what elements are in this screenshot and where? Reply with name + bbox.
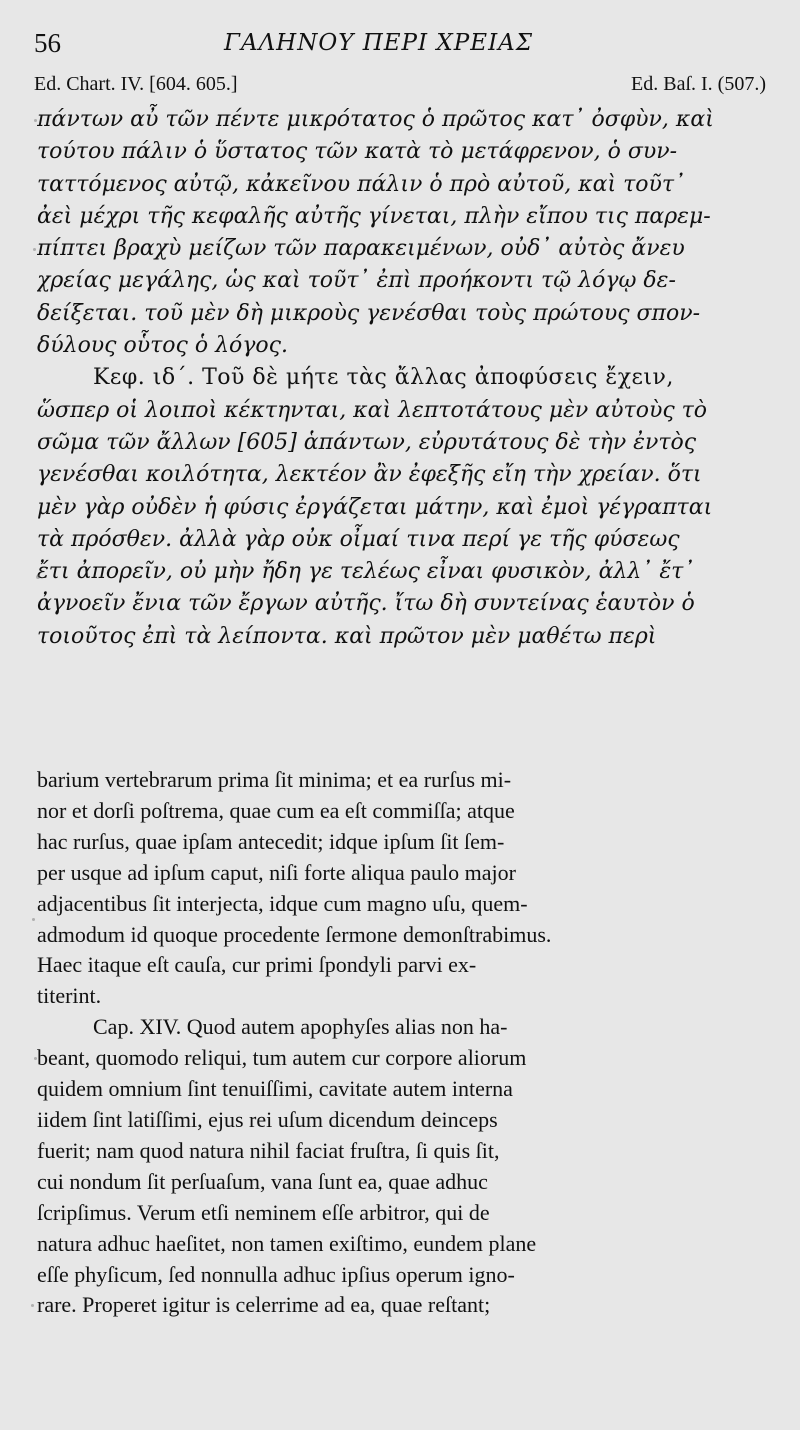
latin-translation-block [37, 765, 763, 1321]
greek-chapter-heading-line: Κεφ. ιδ΄. Τοῦ δὲ μήτε τὰς ἄλλας ἀποφύσεις ἔχειν, [93, 365, 674, 391]
latin-text-line: quidem omnium ſint tenuiſſimi, cavitate autem interna [37, 1076, 513, 1102]
greek-text-line: ὥσπερ οἱ λοιποὶ κέκτηνται, καὶ λεπτοτάτους μὲν αὐτοὺς τὸ [37, 397, 708, 423]
latin-text-line: admodum id quoque procedente ſermone demonſtrabimus. [37, 921, 552, 947]
page-number: 56 [34, 28, 61, 58]
latin-text-line: fuerit; nam quod natura nihil faciat fruſtra, ſi quis ſit, [37, 1137, 500, 1163]
latin-text-line: beant, quomodo reliqui, tum autem cur corpore aliorum [37, 1045, 527, 1071]
page-header [34, 28, 766, 58]
greek-text-line: ἔτι ἀπορεῖν, οὐ μὴν ἤδη γε τελέως εἶναι φυσικὸν, ἀλλ᾿ ἔτ᾿ [37, 559, 695, 585]
edition-reference-right: Ed. Baſ. I. (507.) [631, 73, 766, 95]
greek-text-line: μὲν γὰρ οὐδὲν ἡ φύσις ἐργάζεται μάτην, καὶ ἐμοὶ γέγραπται [37, 494, 713, 520]
greek-text-line: ἀγνοεῖν ἔνια τῶν ἔργων αὐτῆς. ἴτω δὴ συντείνας ἑαυτὸν ὁ [37, 591, 695, 617]
scan-speck [36, 575, 40, 579]
greek-text-line: τούτου πάλιν ὁ ὕστατος τῶν κατὰ τὸ μετάφρενον, ὁ συν- [37, 139, 678, 165]
scan-speck [31, 1304, 34, 1307]
scan-speck [32, 918, 35, 921]
greek-text-line: τοιοῦτος ἐπὶ τὰ λείποντα. καὶ πρῶτον μὲν μαθέτω περὶ [37, 623, 657, 649]
greek-text-line: ἀεὶ μέχρι τῆς κεφαλῆς αὐτῆς γίνεται, πλὴν εἴπου τις παρεμ- [37, 203, 711, 229]
latin-text-line: nor et dorſi poſtrema, quae cum ea eſt commiſſa; atque [37, 797, 515, 823]
latin-text-line: hac rurſus, quae ipſam antecedit; idque ipſum ſit ſem- [37, 828, 505, 854]
greek-text-line: γενέσθαι κοιλότητα, λεκτέον ἂν ἐφεξῆς εἴη τὴν χρείαν. ὅτι [37, 462, 702, 488]
latin-text-line: eſſe phyſicum, ſed nonnulla adhuc ipſius operum igno- [37, 1261, 515, 1287]
greek-text-line: πάντων αὖ τῶν πέντε μικρότατος ὁ πρῶτος κατ᾿ ὀσφὺν, καὶ [37, 107, 714, 132]
greek-text-line: ταττόμενος αὐτῷ, κἀκεῖνου πάλιν ὁ πρὸ αὐτοῦ, καὶ τοῦτ᾿ [37, 171, 686, 197]
latin-text-line: cui nondum ſit perſuaſum, vana ſunt ea, quae adhuc [37, 1168, 488, 1194]
edition-reference-line [34, 70, 766, 98]
latin-chapter-heading-line: Cap. XIV. Quod autem apophyſes alias non ha- [93, 1014, 508, 1040]
greek-text-line: χρείας μεγάλης, ὡς καὶ τοῦτ᾿ ἐπὶ προήκοντι τῷ λόγῳ δε- [37, 268, 676, 294]
greek-text-line: τὰ πρόσθεν. ἀλλὰ γὰρ οὐκ οἶμαί τινα περί γε τῆς φύσεως [37, 526, 680, 552]
latin-text-line: ſcripſimus. Verum etſi neminem eſſe arbitror, qui de [37, 1199, 490, 1225]
latin-text-line: titerint. [37, 983, 102, 1009]
greek-text-line: δύλους οὗτος ὁ λόγος. [37, 333, 288, 359]
greek-text-line: πίπτει βραχὺ μείζων τῶν παρακειμένων, οὐδ᾿ αὐτὸς ἄνευ [37, 236, 685, 262]
latin-text-line: natura adhuc haeſitet, non tamen exiſtimo, eundem plane [37, 1230, 537, 1256]
latin-text-line: adjacentibus ſit interjecta, idque cum magno uſu, quem- [37, 890, 528, 916]
scan-speck [33, 248, 36, 251]
greek-text-line: σῶμα τῶν ἄλλων [605] ἁπάντων, εὐρυτάτους δὲ τὴν ἐντὸς [37, 429, 697, 455]
latin-text-line: Haec itaque eſt cauſa, cur primi ſpondyli parvi ex- [37, 952, 477, 978]
latin-text-line: iidem ſint latiſſimi, ejus rei uſum dicendum deinceps [37, 1106, 498, 1132]
latin-text-line: per usque ad ipſum caput, niſi forte aliqua paulo major [37, 859, 516, 885]
latin-text-line: barium vertebrarum prima ſit minima; et ea rurſus mi- [37, 767, 512, 792]
greek-text-block [37, 104, 763, 653]
scan-speck [34, 119, 37, 122]
edition-reference-left: Ed. Chart. IV. [604. 605.] [34, 73, 238, 95]
latin-text-line: rare. Properet igitur is celerrime ad ea, quae reſtant; [37, 1292, 491, 1318]
greek-text-line: δείξεται. τοῦ μὲν δὴ μικροὺς γενέσθαι τοὺς πρώτους σπον- [37, 300, 701, 326]
running-title: ΓΑΛΗΝΟΥ ΠΕΡΙ ΧΡΕΙΑΣ [224, 30, 534, 56]
scan-speck [34, 1057, 37, 1060]
